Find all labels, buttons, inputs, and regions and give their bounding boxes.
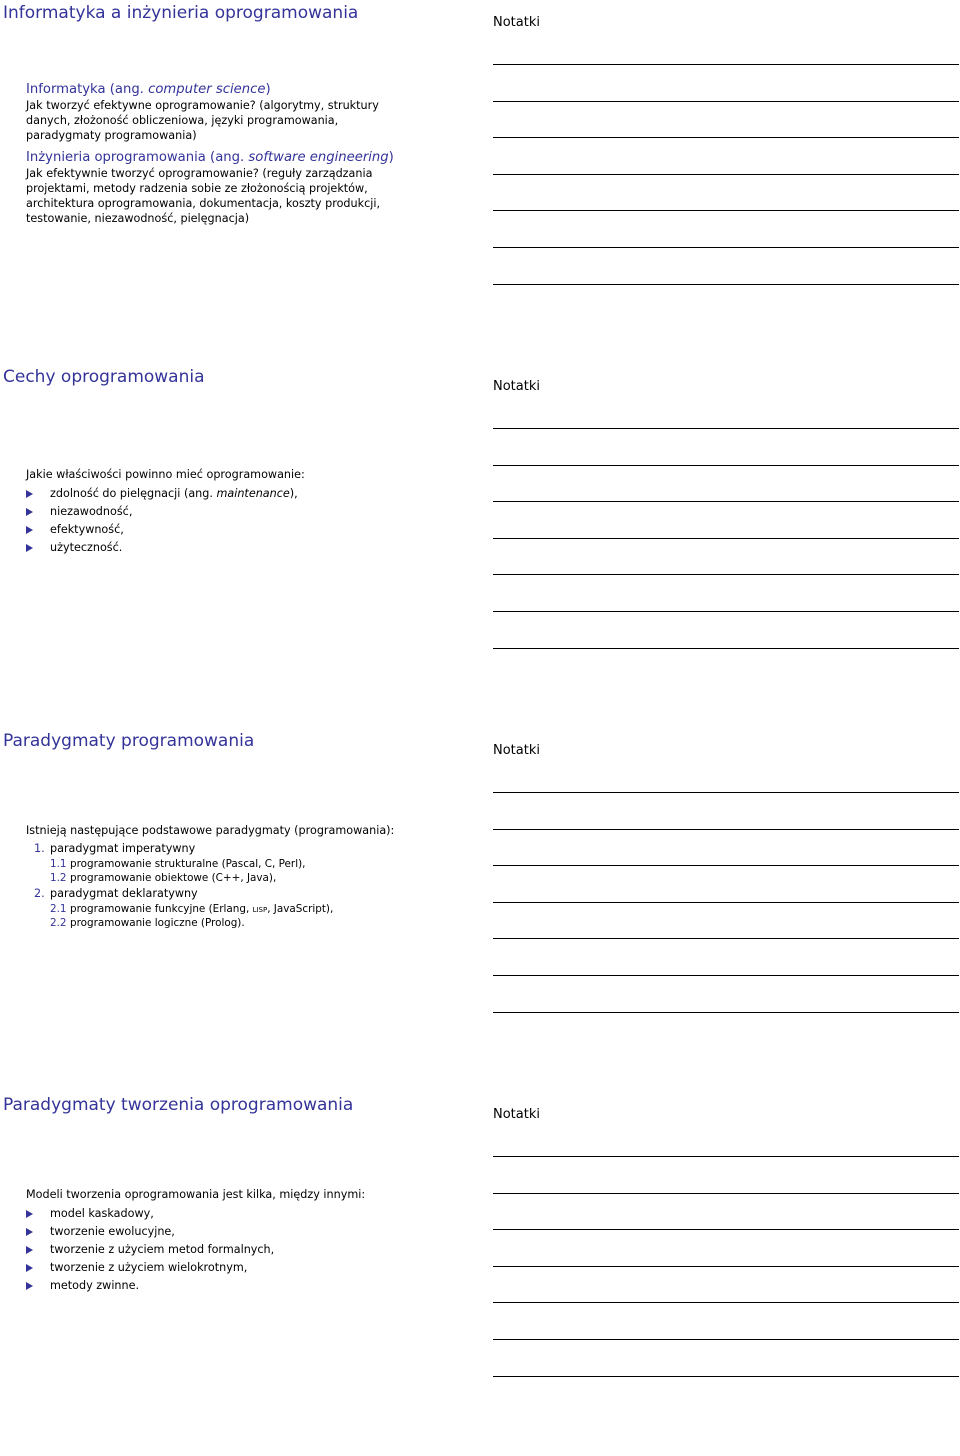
slide-4 bbox=[0, 1092, 960, 1456]
numbered-list bbox=[26, 841, 406, 930]
list-item: niezawodność, bbox=[26, 504, 406, 519]
list-item: efektywność, bbox=[26, 522, 406, 537]
slide-2 bbox=[0, 364, 960, 728]
notes-label: Notatki bbox=[493, 743, 540, 758]
notes-line bbox=[493, 1229, 959, 1230]
notes-line bbox=[493, 137, 959, 138]
block-heading: Inżynieria oprogramowania (ang. software engineering) bbox=[26, 150, 394, 165]
notes-label: Notatki bbox=[493, 1107, 540, 1122]
list-item: zdolność do pielęgnacji (ang. maintenance), bbox=[26, 486, 406, 501]
block-heading: Informatyka (ang. computer science) bbox=[26, 82, 271, 97]
intro-text: Jakie właściwości powinno mieć oprogramowanie: bbox=[26, 468, 305, 481]
list-item: model kaskadowy, bbox=[26, 1206, 406, 1221]
notes-line bbox=[493, 428, 959, 429]
slide-3 bbox=[0, 728, 960, 1092]
notes-line bbox=[493, 611, 959, 612]
notes-line bbox=[493, 574, 959, 575]
slide-body bbox=[26, 823, 406, 931]
bullet-list bbox=[26, 486, 406, 555]
slide-title: Informatyka a inżynieria oprogramowania bbox=[3, 3, 359, 23]
intro-text: Istnieją następujące podstawowe paradygmaty (programowania): bbox=[26, 824, 395, 837]
notes-line bbox=[493, 210, 959, 211]
list-item: tworzenie z użyciem metod formalnych, bbox=[26, 1242, 406, 1257]
notes-line bbox=[493, 174, 959, 175]
notes-line bbox=[493, 792, 959, 793]
notes-line bbox=[493, 1193, 959, 1194]
notes-label: Notatki bbox=[493, 379, 540, 394]
slide-1 bbox=[0, 0, 960, 364]
list-item: 1. paradygmat imperatywny 1.1 programowanie strukturalne (Pascal, C, Perl), 1.2 programowanie obiektowe (C++, Java), bbox=[26, 841, 406, 885]
sub-list-item: 1.1 programowanie strukturalne (Pascal, C, Perl), bbox=[50, 858, 306, 870]
block-text: Jak tworzyć efektywne oprogramowanie? (algorytmy, struktury danych, złożoność obliczeniowa, języki programowania, paradygmaty programowania) bbox=[26, 99, 379, 142]
notes-line bbox=[493, 501, 959, 502]
notes-line bbox=[493, 1339, 959, 1340]
slide-title: Paradygmaty tworzenia oprogramowania bbox=[3, 1095, 354, 1115]
notes-line bbox=[493, 101, 959, 102]
list-item: metody zwinne. bbox=[26, 1278, 406, 1293]
notes-line bbox=[493, 902, 959, 903]
notes-line bbox=[493, 1266, 959, 1267]
notes-line bbox=[493, 1156, 959, 1157]
list-item: tworzenie z użyciem wielokrotnym, bbox=[26, 1260, 406, 1275]
notes-label: Notatki bbox=[493, 15, 540, 30]
notes-line bbox=[493, 247, 959, 248]
notes-line bbox=[493, 1012, 959, 1013]
intro-text: Modeli tworzenia oprogramowania jest kilka, między innymi: bbox=[26, 1188, 366, 1201]
sub-list bbox=[50, 902, 406, 930]
sub-list bbox=[50, 857, 406, 885]
notes-line bbox=[493, 538, 959, 539]
list-item: użyteczność. bbox=[26, 540, 406, 555]
notes-line bbox=[493, 648, 959, 649]
notes-line bbox=[493, 1302, 959, 1303]
slide-body bbox=[26, 81, 406, 232]
notes-line bbox=[493, 284, 959, 285]
slide-title: Cechy oprogramowania bbox=[3, 367, 205, 387]
notes-line bbox=[493, 1376, 959, 1377]
notes-line bbox=[493, 975, 959, 976]
slide-title: Paradygmaty programowania bbox=[3, 731, 255, 751]
notes-line bbox=[493, 64, 959, 65]
sub-list-item: 1.2 programowanie obiektowe (C++, Java), bbox=[50, 872, 277, 884]
sub-list-item: 2.1 programowanie funkcyjne (Erlang, lisp, JavaScript), bbox=[50, 903, 334, 915]
list-item: tworzenie ewolucyjne, bbox=[26, 1224, 406, 1239]
notes-line bbox=[493, 829, 959, 830]
notes-line bbox=[493, 865, 959, 866]
sub-list-item: 2.2 programowanie logiczne (Prolog). bbox=[50, 917, 245, 929]
list-item: 2. paradygmat deklaratywny 2.1 programowanie funkcyjne (Erlang, lisp, JavaScript), 2.2 programowanie logiczne (Prolog). bbox=[26, 886, 406, 930]
bullet-list bbox=[26, 1206, 406, 1293]
notes-line bbox=[493, 938, 959, 939]
block-text: Jak efektywnie tworzyć oprogramowanie? (reguły zarządzania projektami, metody radzenia sobie ze złożonością projektów, architektura oprogramowania, dokumentacja, koszty produkcji, testowanie, niezawodność, pielęgnacja) bbox=[26, 167, 381, 225]
slide-body bbox=[26, 467, 406, 558]
notes-line bbox=[493, 465, 959, 466]
slide-body bbox=[26, 1187, 406, 1296]
